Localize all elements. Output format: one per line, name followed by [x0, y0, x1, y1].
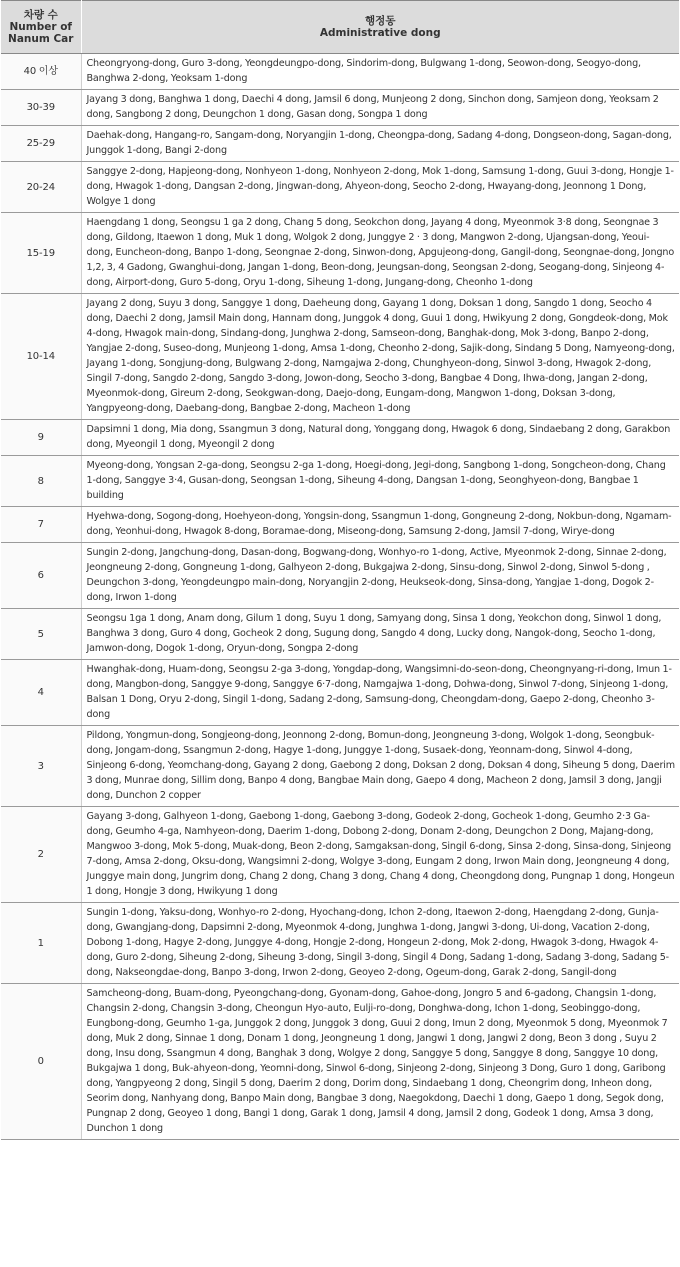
table-row: [1, 456, 679, 507]
dong-header-korean: 행정동: [365, 15, 396, 27]
car-count-cell: 3: [1, 726, 81, 807]
dong-list-cell: Sungin 1-dong, Yaksu-dong, Wonhyo-ro 2-dong, Hyochang-dong, Ichon 2-dong, Itaewon 2-dong, Haengdang 2-dong, Gunja-dong, Gwangjang-dong, Dapsimni 2-dong, Myeonmok 4-dong, Junghwa 1-dong, Jangwi 3-dong, Ui-dong, Vacation 2-dong, Dobong 1-dong, Hagye 2-dong, Junggye 4-dong, Hongje 2-dong, Hongeun 2-dong, Mok 2-dong, Hwagok 3-dong, Hwagok 4-dong, Guro 2-dong, Siheung 2-dong, Siheung 3-dong, Singil 3-dong, Singil 4 Dong, Sadang 1-dong, Sadang 3-dong, Sadang 5-dong, Nakseongdae-dong, Banpo 3-dong, Irwon 2-dong, Geoyeo 2-dong, Ogeum-dong, Garak 2-dong, Sangil-dong: [81, 903, 679, 984]
nanum-car-table: [1, 0, 679, 1140]
table-row: [1, 903, 679, 984]
table-row: [1, 420, 679, 456]
dong-list-cell: Dapsimni 1 dong, Mia dong, Ssangmun 3 dong, Natural dong, Yonggang dong, Hwagok 6 dong, Sindaebang 2 dong, Garakbon dong, Myeongil 1 dong, Myeongil 2 dong: [81, 420, 679, 456]
table-row: [1, 543, 679, 609]
car-count-cell: 20-24: [1, 162, 81, 213]
table-row: [1, 726, 679, 807]
car-count-cell: 25-29: [1, 126, 81, 162]
car-count-cell: 2: [1, 807, 81, 903]
car-count-cell: 4: [1, 660, 81, 726]
car-count-cell: 1: [1, 903, 81, 984]
count-header-english-line2: Nanum Car: [8, 33, 74, 45]
dong-list-cell: Daehak-dong, Hangang-ro, Sangam-dong, Noryangjin 1-dong, Cheongpa-dong, Sadang 4-dong, Dongseon-dong, Sagan-dong, Junggok 1-dong, Bangi 2-dong: [81, 126, 679, 162]
table-row: [1, 609, 679, 660]
car-count-cell: 6: [1, 543, 81, 609]
car-count-cell: 10-14: [1, 294, 81, 420]
car-count-cell: 7: [1, 507, 81, 543]
dong-list-cell: Pildong, Yongmun-dong, Songjeong-dong, Jeonnong 2-dong, Bomun-dong, Jeongneung 3-dong, Wolgok 1-dong, Seongbuk-dong, Jongam-dong, Ssangmun 2-dong, Hagye 1-dong, Junggye 1-dong, Susaek-dong, Yeonnam-dong, Sinwol 4-dong, Sinjeong 6-dong, Yeomchang-dong, Gayang 2 dong, Gaebong 2 dong, Doksan 2 dong, Doksan 4 dong, Siheung 5 dong, Daerim 3 dong, Munrae dong, Sillim dong, Banpo 4 dong, Bangbae Main dong, Gaepo 4 dong, Macheon 2 dong, Jamsil 3 dong, Jangji dong, Dunchon 2 copper: [81, 726, 679, 807]
car-count-cell: 0: [1, 984, 81, 1140]
car-count-cell: 9: [1, 420, 81, 456]
dong-list-cell: Sungin 2-dong, Jangchung-dong, Dasan-dong, Bogwang-dong, Wonhyo-ro 1-dong, Active, Myeonmok 2-dong, Sinnae 2-dong, Jeongneung 2-dong, Gongneung 1-dong, Galhyeon 2-dong, Bukgajwa 2-dong, Sinsu-dong, Sinwol 2-dong, Sinwol 5-dong , Deungchon 3-dong, Yeongdeungpo main-dong, Noryangjin 2-dong, Heukseok-dong, Sinsa-dong, Yangjae 1-dong, Dogok 2-dong, Irwon 1-dong: [81, 543, 679, 609]
dong-list-cell: Cheongryong-dong, Guro 3-dong, Yeongdeungpo-dong, Sindorim-dong, Bulgwang 1-dong, Seowon-dong, Seogyo-dong, Banghwa 2-dong, Yeoksam 1-dong: [81, 54, 679, 90]
dong-list-cell: Seongsu 1ga 1 dong, Anam dong, Gilum 1 dong, Suyu 1 dong, Samyang dong, Sinsa 1 dong, Yeokchon dong, Sinwol 1 dong, Banghwa 3 dong, Guro 4 dong, Gocheok 2 dong, Sugung dong, Sangdo 4 dong, Lucky dong, Nangok-dong, Seocho 1-dong, Jamwon-dong, Dogok 1-dong, Oryun-dong, Songpa 2-dong: [81, 609, 679, 660]
car-count-cell: 8: [1, 456, 81, 507]
car-count-cell: 5: [1, 609, 81, 660]
dong-column-header: [81, 1, 679, 54]
car-count-cell: 15-19: [1, 213, 81, 294]
dong-list-cell: Jayang 2 dong, Suyu 3 dong, Sanggye 1 dong, Daeheung dong, Gayang 1 dong, Doksan 1 dong, Sangdo 1 dong, Seocho 4 dong, Daechi 2 dong, Jamsil Main dong, Hannam dong, Junggok 4 dong, Guui 1 dong, Hwikyung 2 dong, Gongdeok-dong, Mok 4-dong, Hwagok main-dong, Sindang-dong, Junghwa 2-dong, Samseon-dong, Banghak-dong, Mok 3-dong, Banpo 2-dong, Yangjae 2-dong, Suseo-dong, Munjeong 1-dong, Amsa 1-dong, Cheonho 2-dong, Sajik-dong, Sindang 5 Dong, Namyeong-dong, Jayang 1-dong, Songjung-dong, Bulgwang 2-dong, Namgajwa 2-dong, Chunghyeon-dong, Sinwol 3-dong, Hwagok 2-dong, Singil 7-dong, Sangdo 2-dong, Sangdo 3-dong, Jowon-dong, Seocho 3-dong, Bangbae 4 Dong, Ihwa-dong, Jangan 2-dong, Myeonmok-dong, Gireum 2-dong, Seokgwan-dong, Daejo-dong, Eungam-dong, Mangwon 1-dong, Doksan 3-dong, Yangpyeong-dong, Daebang-dong, Bangbae 2-dong, Macheon 1-dong: [81, 294, 679, 420]
dong-list-cell: Hwanghak-dong, Huam-dong, Seongsu 2-ga 3-dong, Yongdap-dong, Wangsimni-do-seon-dong, Cheongnyang-ri-dong, Imun 1-dong, Mangbon-dong, Sanggye 9-dong, Sanggye 6·7-dong, Namgajwa 1-dong, Dohwa-dong, Sinwol 7-dong, Sinjeong 1-dong, Balsan 1 Dong, Oryu 2-dong, Singil 1-dong, Sadang 2-dong, Samsung-dong, Cheongdam-dong, Gaepo 2-dong, Cheonho 3-dong: [81, 660, 679, 726]
table-row: [1, 807, 679, 903]
table-row: [1, 507, 679, 543]
dong-list-cell: Jayang 3 dong, Banghwa 1 dong, Daechi 4 dong, Jamsil 6 dong, Munjeong 2 dong, Sinchon dong, Samjeon dong, Yeoksam 2 dong, Sangbong 2 dong, Deungchon 1 dong, Gasan dong, Songpa 1 dong: [81, 90, 679, 126]
table-header-row: [1, 1, 679, 54]
table-row: [1, 984, 679, 1140]
dong-list-cell: Samcheong-dong, Buam-dong, Pyeongchang-dong, Gyonam-dong, Gahoe-dong, Jongro 5 and 6-gadong, Changsin 1-dong, Changsin 2-dong, Changsin 3-dong, Cheongun Hyo-auto, Eulji-ro-dong, Donghwa-dong, Ichon 1-dong, Seobinggo-dong, Eungbong-dong, Geumho 1-ga, Junggok 2 dong, Junggok 3 dong, Guui 2 dong, Imun 2 dong, Myeonmok 5 dong, Myeonmok 7 dong, Muk 2 dong, Sinnae 1 dong, Donam 1 dong, Jeongneung 1 dong, Jangwi 1 dong, Jangwi 2 dong, Beon 3 dong , Suyu 2 dong, Insu dong, Ssangmun 4 dong, Banghak 3 dong, Wolgye 2 dong, Sanggye 5 dong, Sanggye 8 dong, Sanggye 10 dong, Bukgajwa 1 dong, Buk-ahyeon-dong, Yeomni-dong, Sinwol 6-dong, Sinjeong 2-dong, Sinjeong 3 Dong, Guro 1 dong, Garibong dong, Yangpyeong 2 dong, Singil 5 dong, Daerim 2 dong, Dorim dong, Sindaebang 1 dong, Cheongrim dong, Inheon dong, Seorim dong, Nanhyang dong, Banpo Main dong, Bangbae 3 dong, Naegokdong, Daechi 1 dong, Gaepo 1 dong, Segok dong, Pungnap 2 dong, Geoyeo 1 dong, Bangi 1 dong, Garak 1 dong, Jamsil 4 dong, Jamsil 2 dong, Godeok 1 dong, Amsa 3 dong, Dunchon 1 dong: [81, 984, 679, 1140]
dong-list-cell: Hyehwa-dong, Sogong-dong, Hoehyeon-dong, Yongsin-dong, Ssangmun 1-dong, Gongneung 2-dong, Nokbun-dong, Ngamam-dong, Yeonhui-dong, Hwagok 8-dong, Boramae-dong, Miseong-dong, Samsung 2-dong, Jamsil 7-dong, Wirye-dong: [81, 507, 679, 543]
table-row: [1, 90, 679, 126]
dong-list-cell: Gayang 3-dong, Galhyeon 1-dong, Gaebong 1-dong, Gaebong 3-dong, Godeok 2-dong, Gocheok 1-dong, Geumho 2·3 Ga-dong, Geumho 4-ga, Namhyeon-dong, Daerim 1-dong, Dobong 2-dong, Donam 2-dong, Deungchon 2 Dong, Majang-dong, Mangwoo 3-dong, Mok 5-dong, Muak-dong, Beon 2-dong, Samgaksan-dong, Singil 6-dong, Sinsa 2-dong, Sinsa-dong, Sinjeong 7-dong, Amsa 2-dong, Oksu-dong, Wangsimni 2-dong, Wolgye 3-dong, Eungam 2 dong, Irwon Main dong, Jeongneung 4 dong, Junggye main dong, Jungrim dong, Chang 2 dong, Chang 3 dong, Chang 4 dong, Cheongdong dong, Pungnap 1 dong, Hongeun 1 dong, Hongje 3 dong, Hwikyung 1 dong: [81, 807, 679, 903]
table-row: [1, 213, 679, 294]
car-count-cell: 30-39: [1, 90, 81, 126]
dong-list-cell: Haengdang 1 dong, Seongsu 1 ga 2 dong, Chang 5 dong, Seokchon dong, Jayang 4 dong, Myeonmok 3·8 dong, Seongnae 3 dong, Gildong, Itaewon 1 dong, Muk 1 dong, Wolgok 2 dong, Junggye 2 · 3 dong, Mangwon 2-dong, Ujangsan-dong, Yeoui-dong, Euncheon-dong, Banpo 1-dong, Seongnae 2-dong, Sinwon-dong, Apgujeong-dong, Gangil-dong, Seongnae-dong, Jongno 1,2, 3, 4 Gadong, Gwanghui-dong, Jangan 1-dong, Beon-dong, Jeungsan-dong, Seongsan 2-dong, Seogang-dong, Sinjeong 4-dong, Airport-dong, Guro 5-dong, Oryu 1-dong, Siheung 1-dong, Jungang-dong, Cheonho 1-dong: [81, 213, 679, 294]
table-row: [1, 294, 679, 420]
table-row: [1, 54, 679, 90]
count-header-english-line1: Number of: [9, 21, 72, 33]
table-row: [1, 126, 679, 162]
count-column-header: [1, 1, 81, 54]
dong-list-cell: Myeong-dong, Yongsan 2-ga-dong, Seongsu 2-ga 1-dong, Hoegi-dong, Jegi-dong, Sangbong 1-dong, Songcheon-dong, Chang 1-dong, Sanggye 3·4, Gusan-dong, Seongsan 1-dong, Siheung 4-dong, Dangsan 1-dong, Seonghyeon-dong, Bangbae 1 building: [81, 456, 679, 507]
dong-header-english: Administrative dong: [319, 27, 441, 39]
count-header-korean: 차량 수: [23, 9, 58, 21]
car-count-cell: 40 이상: [1, 54, 81, 90]
table-row: [1, 162, 679, 213]
table-row: [1, 660, 679, 726]
dong-list-cell: Sanggye 2-dong, Hapjeong-dong, Nonhyeon 1-dong, Nonhyeon 2-dong, Mok 1-dong, Samsung 1-dong, Guui 3-dong, Hongje 1-dong, Hwagok 1-dong, Dangsan 2-dong, Jingwan-dong, Ahyeon-dong, Seocho 2-dong, Hwayang-dong, Jeonnong 1 Dong, Wolgye 1 dong: [81, 162, 679, 213]
